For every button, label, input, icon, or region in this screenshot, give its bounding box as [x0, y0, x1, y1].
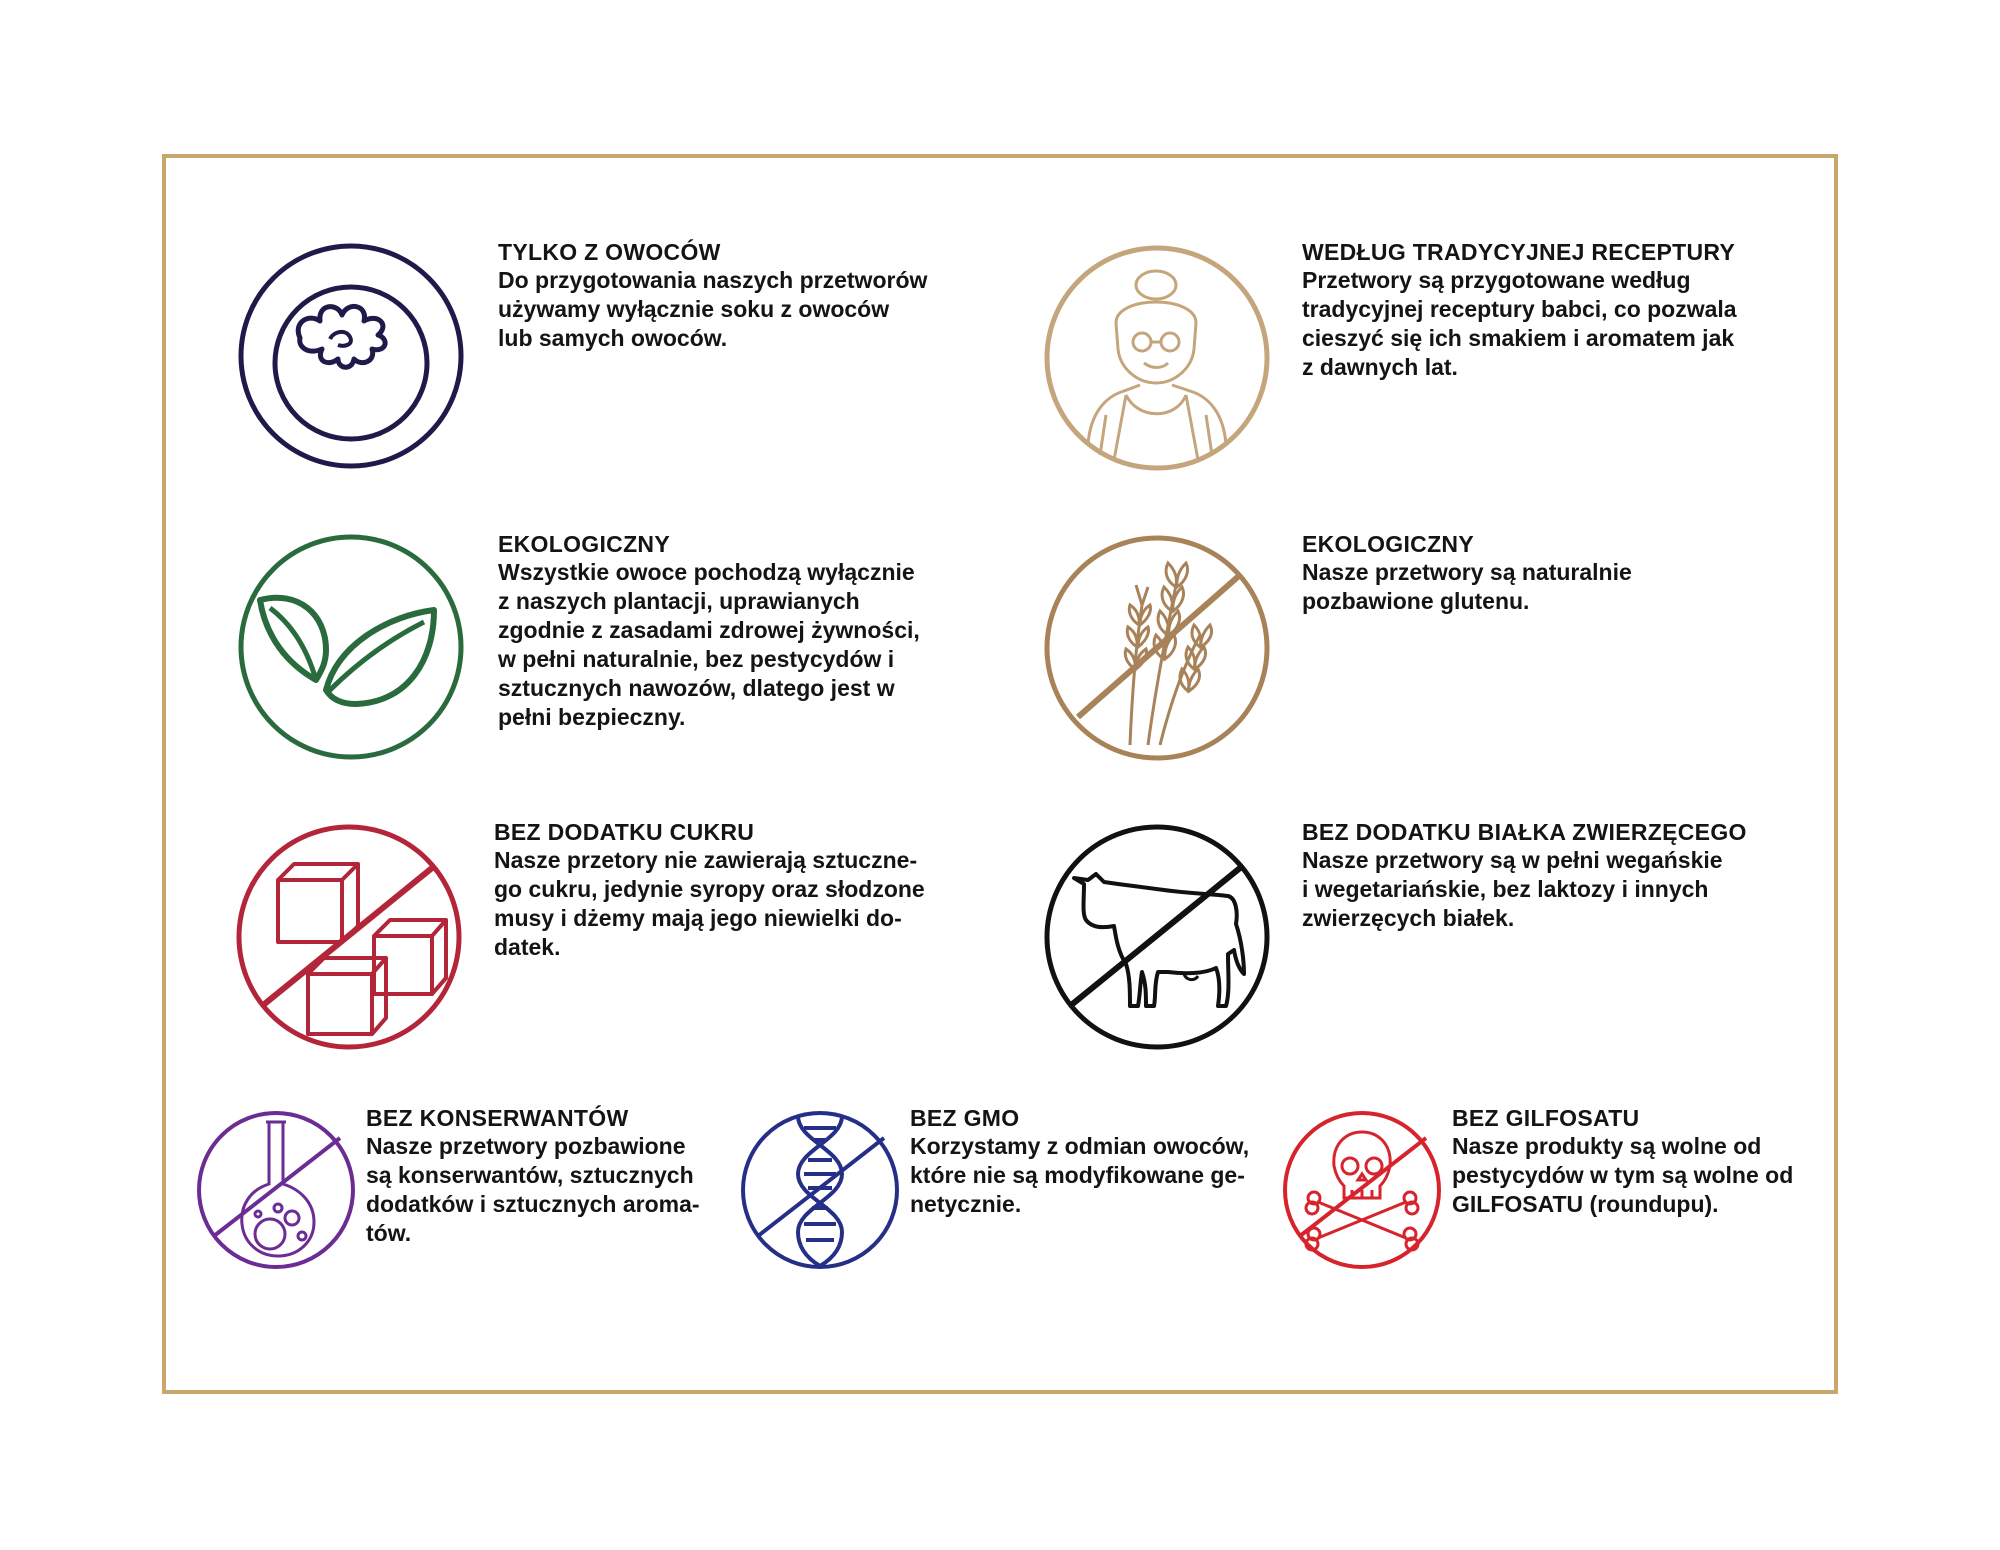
feature-description: [498, 558, 978, 732]
feature-title: BEZ DODATKU CUKRU: [494, 819, 755, 845]
description-line: Przetwory są przygotowane według: [1302, 267, 1691, 293]
description-line: pełni bezpieczny.: [498, 704, 686, 730]
feature-title: BEZ GMO: [910, 1105, 1020, 1131]
feature-title: WEDŁUG TRADYCYJNEJ RECEPTURY: [1302, 239, 1736, 265]
no-preservatives-flask-icon: [196, 1110, 356, 1270]
no-glyphosate-skull-icon: [1282, 1110, 1442, 1270]
description-line: z dawnych lat.: [1302, 354, 1458, 380]
description-line: z naszych plantacji, uprawianych: [498, 588, 860, 614]
description-line: GILFOSATU (roundupu).: [1452, 1191, 1719, 1217]
description-line: tradycyjnej receptury babci, co pozwala: [1302, 296, 1737, 322]
description-line: zwierzęcych białek.: [1302, 905, 1515, 931]
feature-description: [498, 266, 968, 353]
feature-description: [1452, 1132, 1832, 1219]
feature-description: [1302, 266, 1802, 382]
description-line: Nasze przetwory pozbawione: [366, 1133, 686, 1159]
description-line: musy i dżemy mają jego niewielki do-: [494, 905, 902, 931]
description-line: lub samych owoców.: [498, 325, 728, 351]
feature-description: [910, 1132, 1290, 1219]
no-sugar-cubes-icon: [236, 824, 462, 1050]
feature-description: [366, 1132, 726, 1248]
description-line: używamy wyłącznie soku z owoców: [498, 296, 890, 322]
description-line: pozbawione glutenu.: [1302, 588, 1530, 614]
description-line: Nasze przetwory są w pełni wegańskie: [1302, 847, 1723, 873]
description-line: zgodnie z zasadami zdrowej żywności,: [498, 617, 920, 643]
feature-title: EKOLOGICZNY: [498, 531, 670, 557]
feature-title: BEZ DODATKU BIAŁKA ZWIERZĘCEGO: [1302, 819, 1747, 845]
description-line: Nasze przetwory są naturalnie: [1302, 559, 1632, 585]
orange-fruit-icon: [238, 243, 464, 469]
description-line: cieszyć się ich smakiem i aromatem jak: [1302, 325, 1735, 351]
no-cow-icon: [1044, 824, 1270, 1050]
description-line: netycznie.: [910, 1191, 1022, 1217]
description-line: sztucznych nawozów, dlatego jest w: [498, 675, 895, 701]
description-line: dodatków i sztucznych aroma-: [366, 1191, 700, 1217]
feature-title: BEZ KONSERWANTÓW: [366, 1105, 629, 1131]
description-line: pestycydów w tym są wolne od: [1452, 1162, 1794, 1188]
description-line: go cukru, jedynie syropy oraz słodzone: [494, 876, 925, 902]
description-line: i wegetariańskie, bez laktozy i innych: [1302, 876, 1709, 902]
feature-description: [1302, 558, 1782, 616]
grandmother-icon: [1044, 245, 1270, 471]
description-line: są konserwantów, sztucznych: [366, 1162, 694, 1188]
description-line: w pełni naturalnie, bez pestycydów i: [498, 646, 895, 672]
leaves-icon: [238, 534, 464, 760]
description-line: tów.: [366, 1220, 412, 1246]
feature-title: BEZ GILFOSATU: [1452, 1105, 1640, 1131]
feature-title: TYLKO Z OWOCÓW: [498, 239, 721, 265]
description-line: Nasze produkty są wolne od: [1452, 1133, 1762, 1159]
description-line: Nasze przetory nie zawierają sztuczne-: [494, 847, 918, 873]
feature-description: [494, 846, 984, 962]
description-line: Do przygotowania naszych przetworów: [498, 267, 928, 293]
description-line: które nie są modyfikowane ge-: [910, 1162, 1245, 1188]
description-line: Korzystamy z odmian owoców,: [910, 1133, 1250, 1159]
no-gmo-dna-icon: [740, 1110, 900, 1270]
feature-title: EKOLOGICZNY: [1302, 531, 1474, 557]
no-gluten-wheat-icon: [1044, 535, 1270, 761]
description-line: datek.: [494, 934, 561, 960]
description-line: Wszystkie owoce pochodzą wyłącznie: [498, 559, 915, 585]
feature-description: [1302, 846, 1802, 933]
